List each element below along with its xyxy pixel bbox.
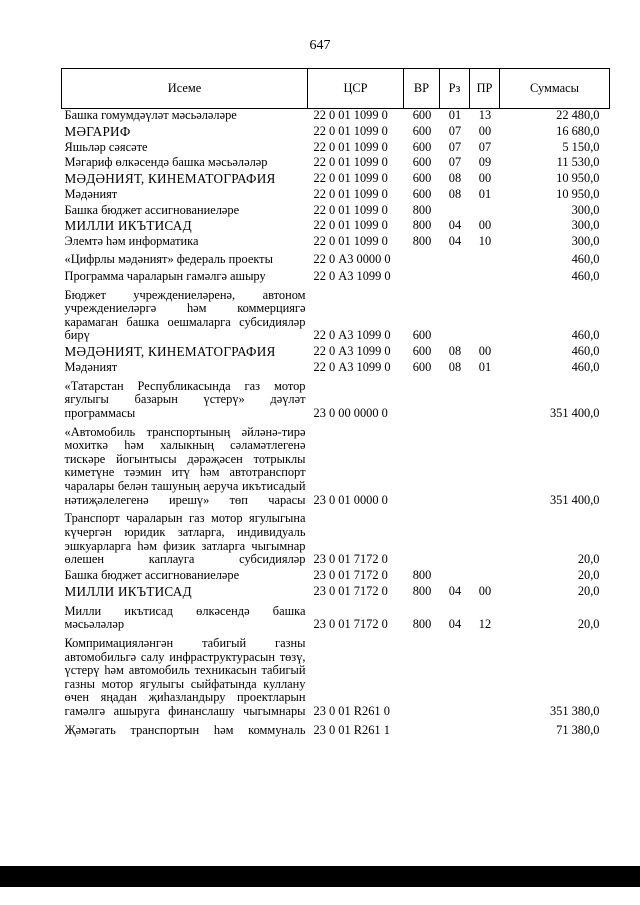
table-row [62, 109, 610, 125]
row-pr [470, 569, 500, 585]
row-pr: 01 [478, 186, 492, 201]
row-pr [470, 634, 500, 721]
row-sum: 460,0 [571, 359, 600, 374]
row-sum: 300,0 [571, 202, 600, 217]
row-sum: 460,0 [571, 328, 600, 343]
row-rz: 07 [448, 155, 462, 170]
row-csr: 22 0 01 1099 0 [313, 171, 388, 186]
table-row [62, 235, 610, 251]
row-name: Башка бюджет ассигнованиеләре [64, 568, 240, 582]
row-rz: 07 [448, 139, 462, 154]
scan-bottom-bar [0, 866, 640, 887]
header-pr: ПР [470, 69, 500, 109]
row-rz: 07 [448, 123, 462, 138]
row-vr: 600 [412, 155, 432, 170]
row-rz: 04 [448, 218, 462, 233]
row-sum: 71 380,0 [556, 722, 600, 737]
row-csr: 22 0 А3 1099 0 [313, 268, 391, 283]
row-pr [470, 269, 500, 286]
row-name: Милли икътисад өлкәсендә башка мәсьәләләр [64, 603, 306, 632]
row-sum: 20,0 [577, 617, 600, 632]
row-name: МӘДӘНИЯТ, КИНЕМАТОГРАФИЯ [64, 344, 276, 360]
row-csr: 23 0 01 R261 1 [313, 722, 390, 737]
row-rz [440, 423, 470, 510]
row-csr: 23 0 01 7172 0 [313, 568, 388, 582]
row-sum: 10 950,0 [556, 186, 600, 201]
row-vr: 600 [412, 108, 432, 122]
row-rz [440, 634, 470, 721]
table-row [62, 509, 610, 569]
header-name: Исеме [62, 69, 308, 109]
header-csr: ЦСР [308, 69, 404, 109]
table-row [62, 634, 610, 721]
row-pr [470, 423, 500, 510]
row-sum: 5 150,0 [562, 139, 600, 154]
row-rz [440, 377, 470, 423]
row-name: Компримацияләнгән табигый газны автомобильгә салу инфраструктурасын төзү, үстерү һәм автомобиль техникасын табигый газны мотор ягулыгы сыйфатында куллану өчен яңадан җиһазландыру проектларын гамәлгә ашыруга финанслашу чыгымнары [64, 635, 306, 718]
row-rz: 08 [448, 171, 462, 186]
row-rz: 08 [448, 344, 462, 359]
row-csr: 22 0 01 1099 0 [313, 218, 388, 233]
table-row [62, 204, 610, 220]
row-csr: 22 0 01 1099 0 [313, 202, 388, 217]
row-pr: 07 [478, 139, 492, 154]
row-name: МИЛЛИ ИКЪТИСАД [64, 583, 192, 599]
row-vr: 800 [412, 568, 432, 582]
row-vr: 800 [412, 617, 432, 632]
row-rz: 04 [448, 617, 462, 632]
row-vr [404, 721, 440, 740]
table-row [62, 601, 610, 634]
row-sum: 351 400,0 [549, 492, 600, 507]
table-header-row [62, 69, 610, 109]
row-rz [440, 286, 470, 346]
row-csr: 23 0 01 R261 0 [313, 703, 390, 718]
row-name: Мәдәният [64, 186, 118, 201]
row-sum: 460,0 [571, 344, 600, 359]
row-rz: 01 [448, 108, 462, 122]
table-row [62, 219, 610, 235]
row-vr: 600 [412, 123, 432, 138]
row-vr [404, 269, 440, 286]
row-pr: 00 [478, 171, 492, 186]
row-rz: 04 [448, 234, 462, 249]
row-csr: 22 0 01 1099 0 [313, 155, 388, 170]
row-name: Яшьләр сәясәте [64, 139, 148, 154]
row-csr: 23 0 01 7172 0 [313, 617, 388, 632]
row-name: «Цифрлы мәдәният» федераль проекты [64, 252, 273, 267]
row-pr: 13 [478, 108, 492, 122]
row-csr: 23 0 00 0000 0 [313, 405, 388, 420]
row-vr [404, 423, 440, 510]
row-vr [404, 377, 440, 423]
row-sum: 22 480,0 [556, 108, 600, 122]
row-csr: 22 0 А3 1099 0 [313, 359, 391, 374]
table-row [62, 345, 610, 361]
row-rz [440, 204, 470, 220]
table-row [62, 125, 610, 141]
row-name: Транспорт чараларын газ мотор ягулыгына күчергән юридик затларга, индивидуаль эшкуарларга һәм физик затларга чыгымнар өлешен каплауга субсидияләр [64, 511, 306, 567]
row-pr [470, 286, 500, 346]
row-vr: 800 [412, 583, 432, 598]
row-pr [470, 251, 500, 269]
row-vr [404, 509, 440, 569]
row-vr: 800 [412, 202, 432, 217]
row-vr: 600 [412, 186, 432, 201]
table-row [62, 286, 610, 346]
row-csr: 22 0 А3 1099 0 [313, 328, 391, 343]
row-pr: 00 [478, 344, 492, 359]
row-name: Җәмәгать транспортын һәм коммуналь [64, 722, 306, 737]
row-sum: 460,0 [571, 252, 600, 267]
budget-table [61, 68, 610, 739]
row-csr: 22 0 А3 0000 0 [313, 252, 391, 267]
row-sum: 20,0 [577, 583, 600, 598]
table-row [62, 585, 610, 601]
row-rz [440, 269, 470, 286]
row-vr: 800 [412, 218, 432, 233]
row-name: МӘГАРИФ [64, 123, 131, 139]
row-csr: 23 0 01 7172 0 [313, 583, 388, 598]
row-sum: 16 680,0 [556, 123, 600, 138]
row-pr [470, 721, 500, 740]
table-row [62, 423, 610, 510]
row-pr [470, 204, 500, 220]
table-row [62, 721, 610, 740]
row-sum: 351 380,0 [549, 703, 600, 718]
row-sum: 351 400,0 [549, 405, 600, 420]
table-row [62, 188, 610, 204]
row-pr: 00 [478, 218, 492, 233]
table-row [62, 269, 610, 286]
row-csr: 22 0 01 1099 0 [313, 234, 388, 249]
row-vr: 600 [412, 328, 432, 343]
header-vr: ВР [404, 69, 440, 109]
row-pr: 01 [478, 359, 492, 374]
row-name: «Автомобиль транспортының әйләнә-тирә мохиткә һәм халыкның сәламәтлегенә тискәре йогынтысы дәрәҗәсен тотрыклы киметүне тәэмин итү һәм автотранспорт чаралары белән ташуның аеруча икътисадый нәтиҗәлелегенә ирешү» төп чарасы [64, 424, 306, 507]
row-rz: 08 [448, 359, 462, 374]
row-sum: 10 950,0 [556, 171, 600, 186]
row-pr: 12 [478, 617, 492, 632]
row-sum: 300,0 [571, 234, 600, 249]
table-row [62, 569, 610, 585]
page-number: 647 [309, 38, 331, 53]
row-vr: 600 [412, 359, 432, 374]
table-row [62, 156, 610, 172]
row-rz [440, 251, 470, 269]
header-rz: Рз [440, 69, 470, 109]
table-row [62, 377, 610, 423]
row-vr: 600 [412, 344, 432, 359]
row-csr: 22 0 01 1099 0 [313, 139, 388, 154]
row-csr: 22 0 А3 1099 0 [313, 344, 391, 359]
table-row [62, 172, 610, 188]
row-sum: 11 530,0 [556, 155, 600, 170]
row-csr: 22 0 01 1099 0 [313, 123, 388, 138]
row-csr: 22 0 01 1099 0 [313, 108, 388, 122]
table-row [62, 141, 610, 157]
row-pr [470, 509, 500, 569]
row-name: МӘДӘНИЯТ, КИНЕМАТОГРАФИЯ [64, 171, 276, 187]
row-vr: 600 [412, 171, 432, 186]
row-pr: 00 [478, 123, 492, 138]
row-pr: 00 [478, 583, 492, 598]
header-sum: Суммасы [500, 69, 610, 109]
row-rz [440, 569, 470, 585]
row-vr: 800 [412, 234, 432, 249]
table-row [62, 361, 610, 377]
table-row [62, 251, 610, 269]
row-sum: 460,0 [571, 268, 600, 283]
row-pr [470, 377, 500, 423]
row-rz: 08 [448, 186, 462, 201]
row-csr: 23 0 01 7172 0 [313, 552, 388, 567]
row-pr: 09 [478, 155, 492, 170]
row-rz [440, 721, 470, 740]
row-name: Бюджет учреждениеләренә, автоном учреждениеләргә һәм коммерциягә карамаган башка оешмаларга субсидияләр бирү [64, 287, 306, 343]
row-sum: 300,0 [571, 218, 600, 233]
row-rz [440, 509, 470, 569]
row-name: Программа чараларын гамәлгә ашыру [64, 268, 266, 283]
row-name: Элемтә һәм информатика [64, 234, 199, 249]
row-vr: 600 [412, 139, 432, 154]
row-sum: 20,0 [577, 568, 600, 582]
row-name: МИЛЛИ ИКЪТИСАД [64, 218, 192, 234]
row-csr: 22 0 01 1099 0 [313, 186, 388, 201]
row-vr [404, 251, 440, 269]
row-name: Мәдәният [64, 359, 118, 374]
row-pr: 10 [478, 234, 492, 249]
row-name: Мәгариф өлкәсендә башка мәсьәләләр [64, 155, 268, 170]
row-csr: 23 0 01 0000 0 [313, 492, 388, 507]
row-name: Башка гомумдәүләт мәсьәләләре [64, 108, 237, 122]
row-sum: 20,0 [577, 552, 600, 567]
row-rz: 04 [448, 583, 462, 598]
row-name: Башка бюджет ассигнованиеләре [64, 202, 240, 217]
row-vr [404, 634, 440, 721]
row-name: «Татарстан Республикасында газ мотор ягулыгы базарын үстерү» дәүләт программасы [64, 378, 306, 420]
